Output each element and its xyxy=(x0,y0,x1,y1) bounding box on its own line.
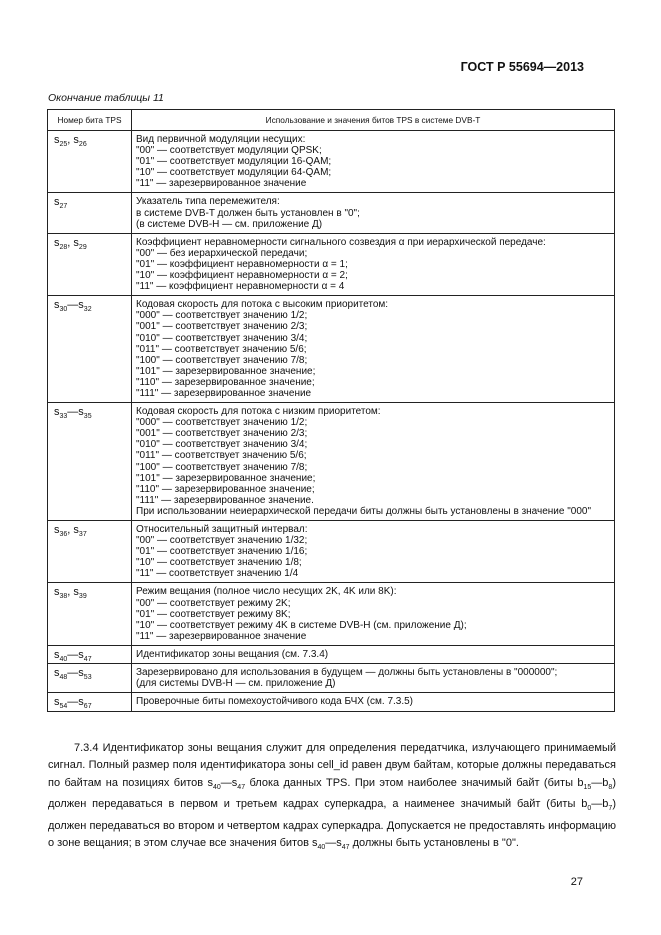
bit-description-cell xyxy=(132,193,615,233)
description-line: "111" — зарезервированное значение xyxy=(136,387,312,399)
table-row xyxy=(48,233,615,295)
bit-number-cell: $s_{25}$, $s_{26}$ xyxy=(48,131,132,193)
bit-number-cell: $s_{33}—s_{35}$ xyxy=(48,403,132,521)
description-line: "11" — зарезервированное значение xyxy=(136,630,307,642)
bit-description-cell xyxy=(132,521,615,583)
bit-description-cell xyxy=(132,403,615,521)
description-line: "11" — соответствует значению 1/4 xyxy=(136,568,299,580)
bit-description-cell xyxy=(132,583,615,645)
bit-description-cell xyxy=(132,296,615,403)
description-line: "11" — зарезервированное значение xyxy=(136,178,307,190)
bit-number-cell: $s_{27}$ xyxy=(48,193,132,233)
bit-number-cell: $s_{40}—s_{47}$ xyxy=(48,645,132,663)
table-row xyxy=(48,296,615,403)
description-line: Зарезервировано для использования в будущем — должны быть установлены в "000000"; xyxy=(136,667,558,679)
description-line: "001" — соответствует значению 2/3; xyxy=(136,321,308,333)
table-row xyxy=(48,193,615,233)
tps-bits-table xyxy=(47,109,615,712)
description-line: "010" — соответствует значению 3/4; xyxy=(136,332,308,344)
bit-description-cell xyxy=(132,233,615,295)
description-line: "01" — коэффициент неравномерности α = 1; xyxy=(136,258,348,270)
description-line: "010" — соответствует значению 3/4; xyxy=(136,439,308,451)
bit-number-cell: $s_{38}$, $s_{39}$ xyxy=(48,583,132,645)
table-row xyxy=(48,403,615,521)
bit-number-cell: $s_{30}—s_{32}$ xyxy=(48,296,132,403)
description-line: "011" — соответствует значению 5/6; xyxy=(136,343,307,355)
table-header-row xyxy=(48,110,615,131)
bit-description-cell xyxy=(132,693,615,711)
table-caption: Окончание таблицы 11 xyxy=(48,92,164,104)
description-line: "111" — зарезервированное значение. xyxy=(136,494,314,506)
description-line: "00" — без иерархической передачи; xyxy=(136,247,308,259)
description-line: Указатель типа перемежителя: xyxy=(136,196,280,208)
description-line: "01" — соответствует значению 1/16; xyxy=(136,546,308,558)
description-line: "00" — соответствует модуляции QPSK; xyxy=(136,145,322,157)
description-line: "00" — соответствует режиму 2K; xyxy=(136,597,291,609)
standard-number: ГОСТ Р 55694—2013 xyxy=(460,60,584,74)
description-line: "00" — соответствует значению 1/32; xyxy=(136,535,308,547)
page-number: 27 xyxy=(570,876,583,888)
description-line: "000" — соответствует значению 1/2; xyxy=(136,417,308,429)
bit-number-cell: $s_{28}$, $s_{29}$ xyxy=(48,233,132,295)
description-line: Кодовая скорость для потока с высоким приоритетом: xyxy=(136,299,389,311)
description-line: "100" — соответствует значению 7/8; xyxy=(136,461,308,473)
column-header-bit-number: Номер бита TPS xyxy=(48,110,132,131)
description-line: Коэффициент неравномерности сигнального созвездия α при иерархической передаче: xyxy=(136,236,546,248)
description-line: Идентификатор зоны вещания (см. 7.3.4) xyxy=(136,648,329,660)
bit-number-cell: $s_{48}—s_{53}$ xyxy=(48,664,132,693)
column-header-usage: Использование и значения битов TPS в системе DVB-T xyxy=(132,110,615,131)
description-line: Проверочные биты помехоустойчивого кода БЧХ (см. 7.3.5) xyxy=(136,696,414,708)
table-row xyxy=(48,664,615,693)
description-line: Относительный защитный интервал: xyxy=(136,524,308,535)
description-line: "110" — зарезервированное значение; xyxy=(136,376,315,388)
description-line: "110" — зарезервированное значение; xyxy=(136,483,315,495)
table-row xyxy=(48,131,615,193)
description-line: "10" — соответствует значению 1/8; xyxy=(136,557,302,569)
table-row xyxy=(48,645,615,663)
description-line: в системе DVB-T должен быть установлен в "0"; xyxy=(136,207,360,219)
description-line: (в системе DVB-H — см. приложение Д) xyxy=(136,218,323,230)
table-row xyxy=(48,693,615,711)
description-line: "11" — коэффициент неравномерности α = 4 xyxy=(136,281,345,293)
description-line: "100" — соответствует значению 7/8; xyxy=(136,354,308,366)
description-line: Вид первичной модуляции несущих: xyxy=(136,134,306,145)
table-row xyxy=(48,521,615,583)
bit-number-cell: $s_{36}$, $s_{37}$ xyxy=(48,521,132,583)
description-line: При использовании неиерархической передачи биты должны быть установлены в значение "000" xyxy=(136,505,592,517)
description-line: "101" — зарезервированное значение; xyxy=(136,472,316,484)
description-line: Кодовая скорость для потока с низким приоритетом: xyxy=(136,406,381,418)
bit-description-cell xyxy=(132,645,615,663)
description-line: "000" — соответствует значению 1/2; xyxy=(136,310,308,322)
table-row xyxy=(48,583,615,645)
section-7-3-4-paragraph: 7.3.4 Идентификатор зоны вещания служит для определения передатчика, излучающего принимаемый сигнал. Полный размер поля идентификатора зоны cell_id равен двум байтам, которые должны передаваться по байтам на позициях битов $s_{40}—s_{47}$ блока данных TPS. При этом наиболее значимый байт (биты $b_{15}—b_8$) должен передаваться в первом и третьем кадрах суперкадра, а наименее значимый байт (биты $b_0—b_7$) должен передаваться во втором и четвертом кадрах суперкадра. Допускается не предоставлять информацию о зоне вещания; в этом случае все значения битов $s_{40}—s_{47}$ должны быть установлены в "0". xyxy=(48,742,616,852)
bit-description-cell xyxy=(132,131,615,193)
description-line: "10" — коэффициент неравномерности α = 2; xyxy=(136,270,348,282)
description-line: (для системы DVB-H — см. приложение Д) xyxy=(136,678,336,690)
description-line: "01" — соответствует режиму 8K; xyxy=(136,608,291,620)
bit-number-cell: $s_{54}—s_{67}$ xyxy=(48,693,132,711)
description-line: Режим вещания (полное число несущих 2K, 4K или 8K): xyxy=(136,586,397,598)
description-line: "001" — соответствует значению 2/3; xyxy=(136,428,308,440)
description-line: "10" — соответствует модуляции 64-QAM; xyxy=(136,167,332,179)
description-line: "10" — соответствует режиму 4K в системе DVB-H (см. приложение Д); xyxy=(136,619,467,631)
description-line: "011" — соответствует значению 5/6; xyxy=(136,450,307,462)
description-line: "101" — зарезервированное значение; xyxy=(136,365,316,377)
description-line: "01" — соответствует модуляции 16-QAM; xyxy=(136,156,332,168)
bit-description-cell xyxy=(132,664,615,693)
